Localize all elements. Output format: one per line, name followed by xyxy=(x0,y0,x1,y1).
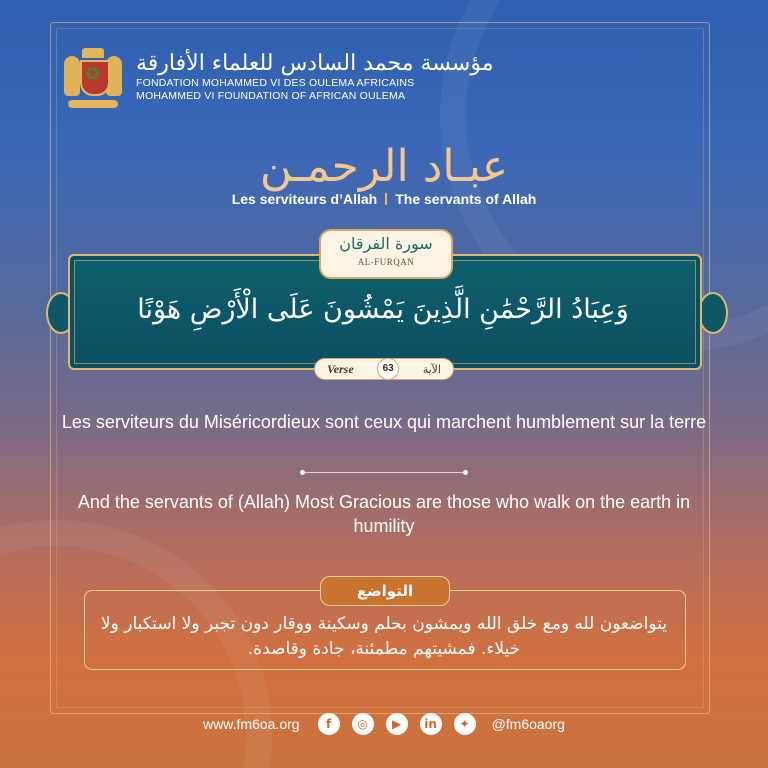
youtube-icon[interactable]: ▶ xyxy=(386,713,408,735)
subtitle-fr: Les serviteurs d’Allah xyxy=(231,191,378,207)
surah-badge xyxy=(319,229,453,279)
verse-label-ar: الآية xyxy=(422,362,441,376)
divider xyxy=(300,470,468,476)
twitter-icon[interactable]: ✦ xyxy=(454,713,476,735)
translation-en: And the servants of (Allah) Most Gracious are those who walk on the earth in humility xyxy=(77,492,691,536)
org-name-ar: مؤسسة محمد السادس للعلماء الأفارقة xyxy=(136,51,494,76)
facebook-icon[interactable]: f xyxy=(318,713,340,735)
topic-text: يتواضعون لله ومع خلق الله ويمشون بحلم وسكينة ووقار دون تجبر ولا استكبار ولا خيلاء. فمشيتهم مطمئنة، جادة وقاصدة. xyxy=(100,614,668,659)
footer xyxy=(0,712,768,736)
page-subtitle xyxy=(0,191,768,207)
subtitle-en: The servants of Allah xyxy=(395,191,537,207)
instagram-icon[interactable]: ◎ xyxy=(352,713,374,735)
verse-label-en: Verse xyxy=(327,361,354,376)
header xyxy=(62,46,494,108)
subtitle-separator xyxy=(385,193,387,205)
topic-label: التواضع xyxy=(320,576,450,606)
org-name-fr: FONDATION MOHAMMED VI DES OULEMA AFRICAINS xyxy=(136,77,415,89)
translation-fr: Les serviteurs du Miséricordieux sont ceux qui marchent humblement sur la terre xyxy=(61,412,707,432)
verse-number-badge xyxy=(314,358,454,380)
organization-name xyxy=(136,51,494,103)
social-handle[interactable]: @fm6oaorg xyxy=(491,716,565,732)
org-name-en: MOHAMMED VI FOUNDATION OF AFRICAN OULEMA xyxy=(136,90,406,102)
rosette-ornament-right xyxy=(698,292,728,334)
website-link[interactable]: www.fm6oa.org xyxy=(203,716,300,732)
verse-number: 63 xyxy=(377,358,399,380)
surah-name-ar: سورة الفرقان xyxy=(339,234,433,253)
surah-name-en: AL-FURQAN xyxy=(357,257,415,267)
linkedin-icon[interactable]: in xyxy=(420,713,442,735)
page-title-ar: عبـاد الرحمـن xyxy=(259,141,509,192)
verse-text-ar: وَعِبَادُ الرَّحْمَٰنِ الَّذِينَ يَمْشُونَ عَلَى الْأَرْضِ هَوْنًا xyxy=(137,294,629,325)
coat-of-arms-icon: ✪ xyxy=(62,46,122,108)
